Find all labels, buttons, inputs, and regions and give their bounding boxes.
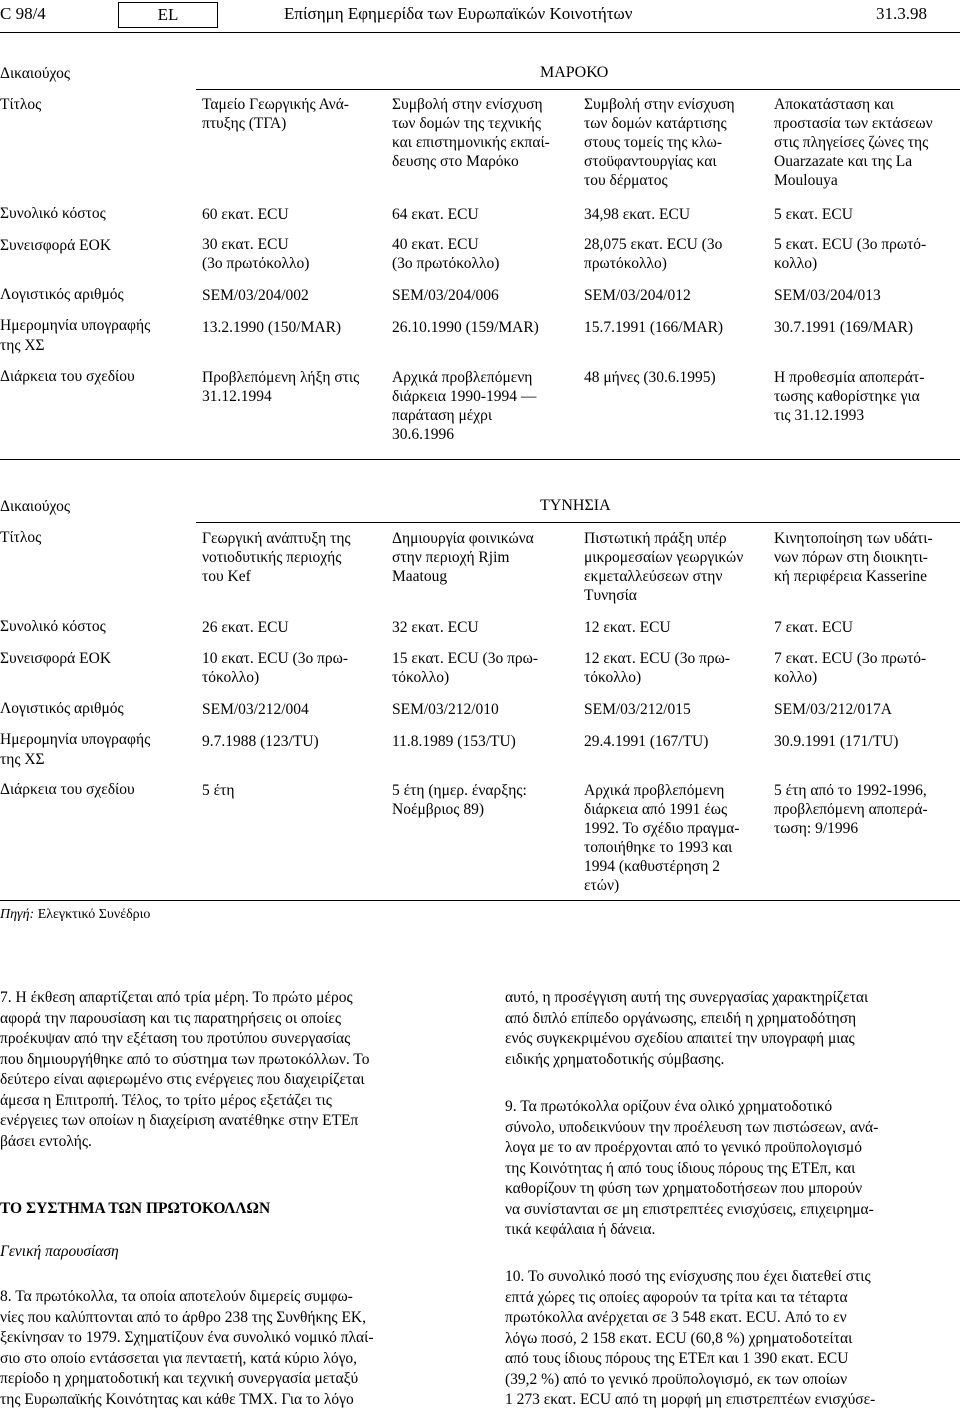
cell-title: Γεωργική ανάπτυξη της νοτιοδυτικής περιοχής του Kef <box>202 530 351 585</box>
cell-duration: 5 έτη από το 1992-1996, προβλεπόμενη αποπερά- τωση: 9/1996 <box>774 782 928 837</box>
cell-duration: Αρχικά προβλεπόμενη διάρκεια από 1991 έως 1992. Το σχέδιο πραγμα- τοποιήθηκε το 1993 και 1994 (καθυστέρηση 2 ετών) <box>584 782 740 894</box>
cell-duration: Αρχικά προβλεπόμενη διάρκεια 1990-1994 — παράταση μέχρι 30.6.1996 <box>392 369 537 443</box>
page-ref: C 98/4 <box>0 4 46 23</box>
section-heading: ΤΟ ΣΥΣΤΗΜΑ ΤΩΝ ΠΡΩΤΟΚΟΛΛΩΝ <box>0 1200 271 1217</box>
cell-title: Κινητοποίηση των υδάτι- νων πόρων στη διοικητι- κή περιφέρεια Kasserine <box>774 530 933 585</box>
paragraph-9: 9. Τα πρωτόκολλα ορίζουν ένα ολικό χρηματοδοτικό σύνολο, υποδεικνύουν την προέλευση των πιστώσεων, ανά- λογα με το αν προέρχονται από το γενικό προϋπολογισμό της Κοινότητας ή από τους ίδιους πόρους της ΕΤΕπ, και καθορίζουν τη φύση των χρηματοδοτήσεων που μπορούν να συνίστανται σε μη επιστρεπτέες ενισχύσεις, επιχειρημα- τικά κεφάλαια ή δάνεια. <box>505 1098 879 1238</box>
cell-account: SEM/03/204/012 <box>584 287 691 304</box>
cell-duration: Προβλεπόμενη λήξη στις 31.12.1994 <box>202 369 360 405</box>
cell-account: SEM/03/204/002 <box>202 287 309 304</box>
cell-cost: 32 εκατ. ECU <box>392 619 479 636</box>
cell-date: 9.7.1988 (123/TU) <box>202 733 319 750</box>
cell-date: 30.7.1991 (169/MAR) <box>774 319 914 336</box>
cell-eec: 7 εκατ. ECU (3ο πρωτό- κολλο) <box>774 650 927 686</box>
paragraph-7: 7. Η έκθεση απαρτίζεται από τρία μέρη. Το πρώτο μέρος αφορά την παρουσίαση και τις παρατηρήσεις οι οποίες προέκυψαν από την εξέταση του προτύπου συνεργασίας που δημιουργήθηκε από το σύστημα των πρωτοκόλλων. Το δεύτερο είναι αφιερωμένο στις ενέργειες που διαχειρίζεται άμεσα η Επιτροπή. Τέλος, το τρίτο μέρος εξετάζει τις ενέργειες των οποίων η διαχείριση ανατέθηκε στην ΕΤΕπ βάσει εντολής. <box>0 989 370 1150</box>
section-subheading: Γενική παρουσίαση <box>0 1243 119 1260</box>
table-source <box>0 907 150 923</box>
row-label-eec: Συνεισφορά ΕΟΚ <box>0 237 112 254</box>
cell-duration: 5 έτη <box>202 782 235 799</box>
cell-eec: 12 εκατ. ECU (3ο πρω- τόκολλο) <box>584 650 730 686</box>
cell-eec: 28,075 εκατ. ECU (3ο πρωτόκολλο) <box>584 236 723 272</box>
row-label-title: Τίτλος <box>0 529 42 546</box>
cell-account: SEM/03/204/006 <box>392 287 499 304</box>
cell-date: 15.7.1991 (166/MAR) <box>584 319 724 336</box>
cell-eec: 40 εκατ. ECU (3ο πρωτόκολλο) <box>392 236 500 272</box>
paragraph-8: 8. Τα πρωτόκολλα, τα οποία αποτελούν διμερείς συμφω- νίες που καλύπτονται από το άρθρο 238 της Συνθήκης ΕΚ, ξεκίνησαν το 1979. Σχηματίζουν ένα συνολικό νομικό πλαί- σιο στο οποίο εντάσσεται για πενταετή, κατά κύριο λόγο, περίοδο η χρηματοδοτική και τεχνική συνεργασία μεταξύ της Ευρωπαϊκής Κοινότητας και κάθε ΤΜΧ. Για το λόγο <box>0 1288 374 1408</box>
cell-cost: 5 εκατ. ECU <box>774 206 853 223</box>
cell-title: Αποκατάσταση και προστασία των εκτάσεων στις πληγείσες ζώνες της Ouarzazate και της La Moulouya <box>774 96 933 189</box>
cell-date: 29.4.1991 (167/TU) <box>584 733 709 750</box>
cell-date: 30.9.1991 (171/TU) <box>774 733 899 750</box>
row-label-eec: Συνεισφορά ΕΟΚ <box>0 650 112 667</box>
cell-eec: 10 εκατ. ECU (3ο πρω- τόκολλο) <box>202 650 348 686</box>
cell-title: Ταμείο Γεωργικής Ανά- πτυξης (ΤΓΑ) <box>202 96 349 132</box>
row-label-sign-date: Ημερομηνία υπογραφής της ΧΣ <box>0 317 151 354</box>
cell-cost: 12 εκατ. ECU <box>584 619 671 636</box>
cell-account: SEM/03/212/015 <box>584 701 691 718</box>
source-text: Ελεγκτικό Συνέδριο <box>34 907 151 922</box>
cell-cost: 64 εκατ. ECU <box>392 206 479 223</box>
cell-account: SEM/03/212/017A <box>774 701 892 718</box>
source-label: Πηγή: <box>0 907 35 922</box>
language-badge: EL <box>118 2 218 28</box>
paragraph-continuation: αυτό, η προσέγγιση αυτή της συνεργασίας χαρακτηρίζεται από διπλό επίπεδο οργάνωσης, επειδή η χρηματοδότηση ενός συγκεκριμένου σχεδίου απαιτεί την υπογραφή μιας ειδικής χρηματοδοτικής σύμβασης. <box>505 989 869 1068</box>
row-label-account: Λογιστικός αριθμός <box>0 286 124 303</box>
row-label-duration: Διάρκεια του σχεδίου <box>0 781 135 798</box>
cell-duration: 5 έτη (ημερ. έναρξης: Νοέμβριος 89) <box>392 782 527 818</box>
row-label-total-cost: Συνολικό κόστος <box>0 618 106 635</box>
cell-cost: 26 εκατ. ECU <box>202 619 289 636</box>
cell-cost: 34,98 εκατ. ECU <box>584 206 691 223</box>
cell-account: SEM/03/212/010 <box>392 701 499 718</box>
cell-title: Πιστωτική πράξη υπέρ μικρομεσαίων γεωργικών εκμεταλλεύσεων στην Τυνησία <box>584 530 744 604</box>
row-label-sign-date: Ημερομηνία υπογραφής της ΧΣ <box>0 731 151 768</box>
cell-eec: 5 εκατ. ECU (3ο πρωτό- κολλο) <box>774 236 927 272</box>
cell-cost: 60 εκατ. ECU <box>202 206 289 223</box>
cell-title: Συμβολή στην ενίσχυση των δομών της τεχνικής και επιστημονικής εκπαί- δευσης στο Μαρόκο <box>392 96 550 170</box>
cell-cost: 7 εκατ. ECU <box>774 619 853 636</box>
header-rule <box>0 32 960 33</box>
row-label-total-cost: Συνολικό κόστος <box>0 205 106 222</box>
table-bottom-rule <box>0 900 960 901</box>
cell-eec: 15 εκατ. ECU (3ο πρω- τόκολλο) <box>392 650 538 686</box>
row-label-beneficiary: Δικαιούχος <box>0 65 70 82</box>
cell-duration: Η προθεσμία αποπεράτ- τωσης καθορίστηκε για τις 31.12.1993 <box>774 369 925 424</box>
cell-date: 13.2.1990 (150/MAR) <box>202 319 342 336</box>
table-bottom-rule <box>0 459 960 460</box>
table-rule <box>196 89 960 90</box>
row-label-title: Τίτλος <box>0 96 42 113</box>
row-label-account: Λογιστικός αριθμός <box>0 700 124 717</box>
table-rule <box>196 522 960 523</box>
cell-eec: 30 εκατ. ECU (3ο πρωτόκολλο) <box>202 236 310 272</box>
cell-date: 26.10.1990 (159/MAR) <box>392 319 539 336</box>
cell-duration: 48 μήνες (30.6.1995) <box>584 369 716 386</box>
page-date: 31.3.98 <box>876 4 927 23</box>
country-name: ΤΥΝΗΣΙΑ <box>540 497 611 514</box>
cell-account: SEM/03/204/013 <box>774 287 881 304</box>
paragraph-10: 10. Το συνολικό ποσό της ενίσχυσης που έχει διατεθεί στις επτά χώρες τις οποίες αφορούν τα τρίτα και τα τέταρτα πρωτόκολλα ανέρχεται σε 3 548 εκατ. ECU. Από το εν λόγω ποσό, 2 158 εκατ. ECU (60,8 %) χρηματοδοτείται από τους ίδιους πόρους της ΕΤΕπ και 1 390 εκατ. ECU (39,2 %) από το γενικό προϋπολογισμό, εκ των οποίων 1 273 εκατ. ECU από τη μορφή μη επιστρεπτέων ενισχύσε- <box>505 1268 876 1408</box>
row-label-duration: Διάρκεια του σχεδίου <box>0 368 135 385</box>
cell-date: 11.8.1989 (153/TU) <box>392 733 516 750</box>
cell-title: Δημιουργία φοινικώνα στην περιοχή Rjim Maatoug <box>392 530 534 585</box>
row-label-beneficiary: Δικαιούχος <box>0 498 70 515</box>
journal-title: Επίσημη Εφημερίδα των Ευρωπαϊκών Κοινοτήτων <box>284 4 633 23</box>
cell-title: Συμβολή στην ενίσχυση των δομών κατάρτισης στους τομείς της κλω- στοϋφαντουργίας και του δέρματος <box>584 96 735 189</box>
country-name: ΜΑΡΟΚΟ <box>540 64 609 81</box>
cell-account: SEM/03/212/004 <box>202 701 309 718</box>
